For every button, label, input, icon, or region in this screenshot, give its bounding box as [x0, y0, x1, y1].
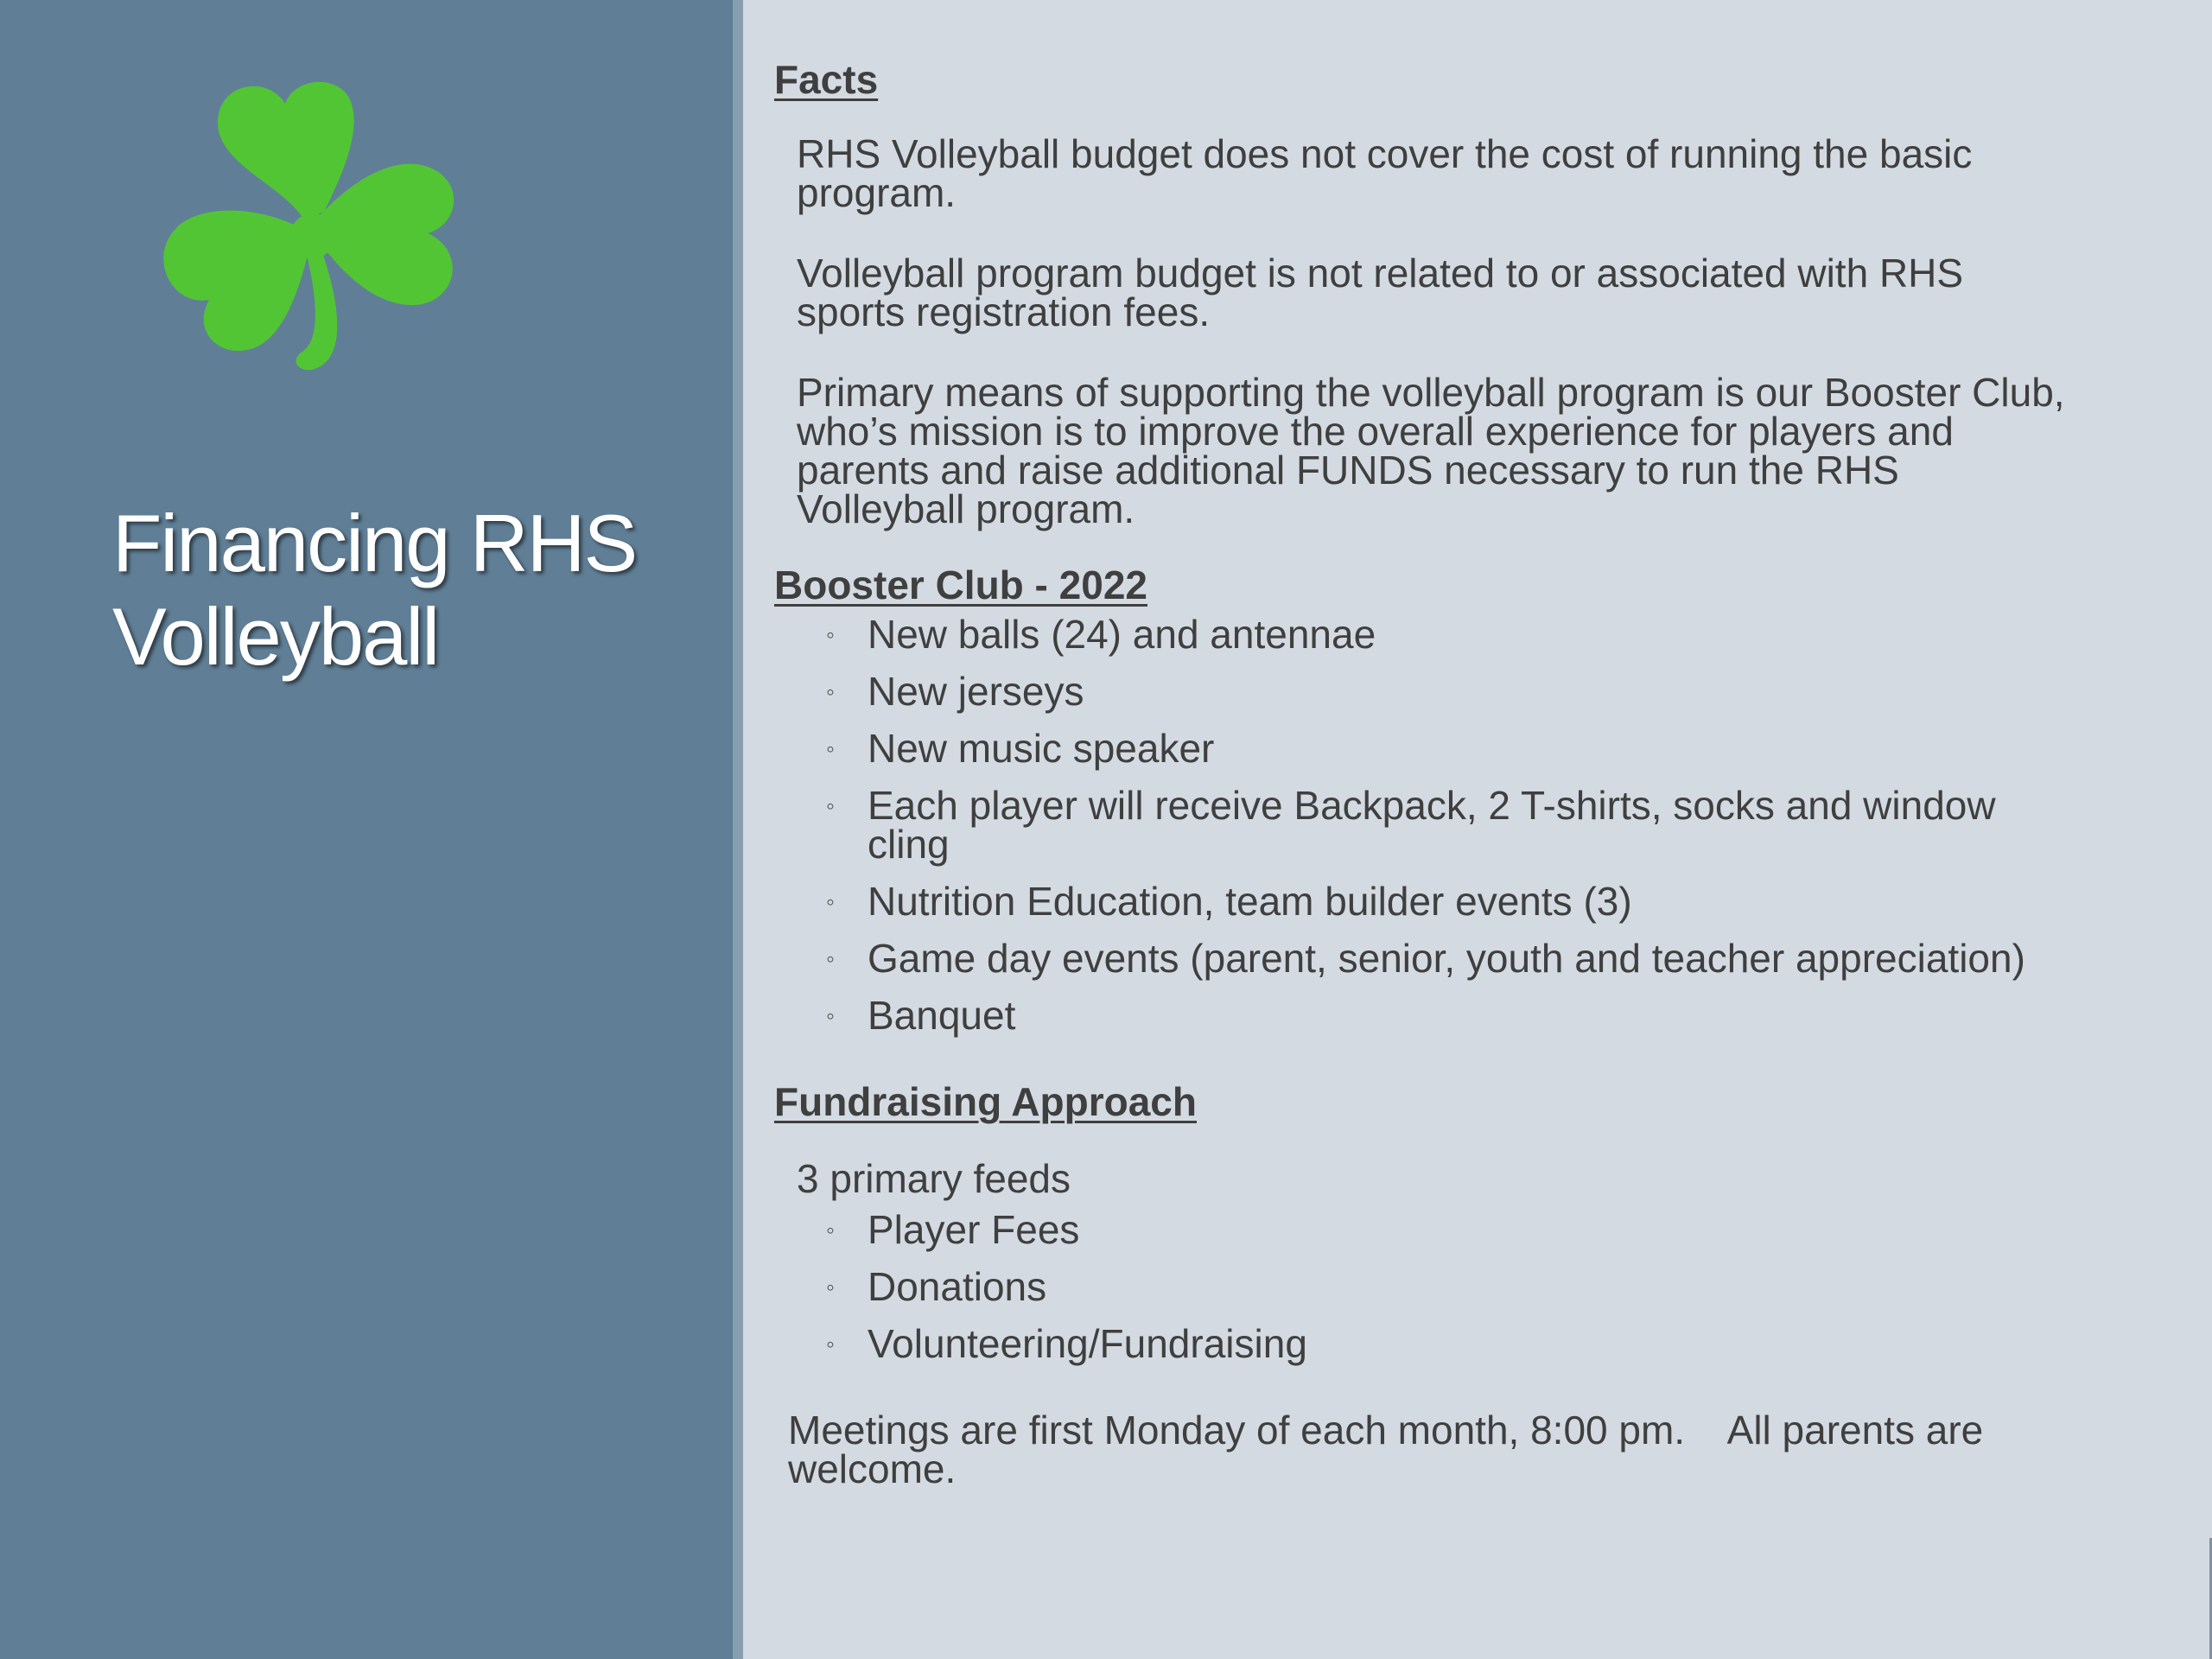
- facts-heading: Facts: [774, 57, 879, 102]
- list-item-text: Game day events (parent, senior, youth and teacher appreciation): [868, 936, 2025, 981]
- list-item: [774, 1264, 2131, 1309]
- list-item-text: Donations: [868, 1264, 1047, 1309]
- facts-paragraph-3: Primary means of supporting the volleyball program is our Booster Club, who’s mission is to improve the overall experience for players and parents and raise additional FUNDS necessary to run the RHS Volleyball program.: [797, 370, 2065, 531]
- list-item: [774, 783, 2060, 867]
- slide-content: [774, 54, 2131, 1489]
- facts-paragraph-1: RHS Volleyball budget does not cover the cost of running the basic program.: [797, 131, 1973, 215]
- fundraising-heading: Fundraising Approach: [774, 1079, 1197, 1124]
- list-item: [774, 612, 2131, 657]
- list-item: [774, 669, 2131, 714]
- title-line-2: Volleyball: [112, 591, 439, 682]
- list-item-text: Player Fees: [868, 1207, 1080, 1252]
- meeting-note: Meetings are first Monday of each month, 8:00 pm. All parents are welcome.: [788, 1408, 1995, 1491]
- bullet-icon: ◦: [826, 1217, 835, 1243]
- fundraising-intro: 3 primary feeds: [797, 1156, 1071, 1201]
- bullet-icon: ◦: [826, 1331, 835, 1357]
- list-item-text: Each player will receive Backpack, 2 T-shirts, socks and window cling: [868, 783, 1996, 867]
- bullet-icon: ◦: [826, 792, 835, 819]
- fundraising-list: [774, 1207, 2131, 1366]
- bullet-icon: ◦: [826, 678, 835, 705]
- bullet-icon: ◦: [826, 888, 835, 915]
- list-item: [774, 993, 2131, 1038]
- title-panel: [0, 0, 733, 1659]
- list-item: [774, 879, 2131, 924]
- list-item-text: Nutrition Education, team builder events (3): [868, 879, 1632, 924]
- bullet-icon: ◦: [826, 621, 835, 648]
- slide-title: [112, 497, 700, 683]
- list-item-text: New music speaker: [868, 726, 1215, 771]
- list-item: [774, 1321, 2131, 1366]
- shamrock-icon: [156, 82, 484, 376]
- booster-list: [774, 612, 2131, 1038]
- list-item-text: New jerseys: [868, 669, 1084, 714]
- panel-divider: [733, 0, 743, 1659]
- list-item: [774, 1207, 2131, 1252]
- list-item-text: New balls (24) and antennae: [868, 612, 1376, 657]
- booster-heading: Booster Club - 2022: [774, 563, 1147, 607]
- bullet-icon: ◦: [826, 1274, 835, 1300]
- list-item: [774, 936, 2131, 981]
- facts-paragraph-2: Volleyball program budget is not related to or associated with RHS sports registration fees.: [797, 251, 1964, 334]
- title-line-1: Financing RHS: [112, 498, 637, 588]
- list-item-text: Volunteering/Fundraising: [868, 1321, 1307, 1366]
- list-item: [774, 726, 2131, 771]
- bullet-icon: ◦: [826, 735, 835, 762]
- bullet-icon: ◦: [826, 945, 835, 972]
- bullet-icon: ◦: [826, 1002, 835, 1029]
- list-item-text: Banquet: [868, 993, 1016, 1038]
